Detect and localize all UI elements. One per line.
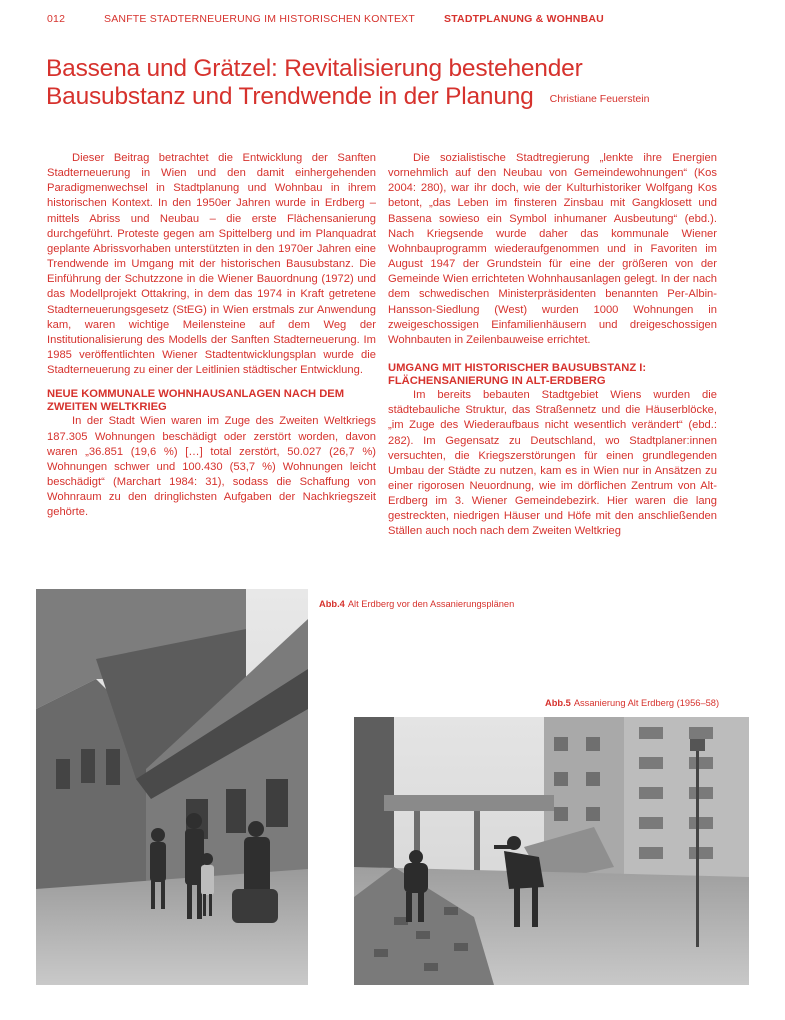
left-column <box>47 151 376 520</box>
photo-street-illustration <box>36 589 308 985</box>
section-heading-1: NEUE KOMMUNALE WOHNHAUSANLAGEN NACH DEM ZWEITEN WELTKRIEG <box>47 388 345 414</box>
body-paragraph-1: Die sozialistische Stadtregierung „lenkte ihre Energien vornehmlich auf den Neubau von Gemeindewohnungen“ (Kos 2004: 280), war ihr doch, wie der Kulturhistoriker Wolfgang Kos betont, „das Leben im finsteren Zinsbau mit Gangklosett und Bassena sowieso ein Symbol inhumaner Ausbeutung“ (ebd.). Nach Kriegsende wurde daher das kommunale Wiener Wohnbauprogramm wiederaufgenommen und in Favoriten im August 1947 der Grundstein für eine der größeren von der Gemeinde Wien errichteten Wohnhausanlagen gelegt. In der nach dem schwedischen Ministerpräsidenten benannten Per-Albin-Hansson-Siedlung (West) wurden 1000 Wohnungen in zweigeschossigen Einfamilienhäusern und dreigeschossigen Wohnbauten in Zeilenbauweise errichtet. <box>388 152 717 346</box>
author-name: Christiane Feuerstein <box>549 93 650 105</box>
photo-assanierung-alt-erdberg <box>354 717 749 985</box>
photo-demolition-illustration <box>354 717 749 985</box>
intro-paragraph: Dieser Beitrag betrachtet die Entwicklung der Sanften Stadterneuerung in Wien und den damit einhergehenden Paradigmenwechsel in Stadtplanung und Wohnbau in ihrem historischen Kontext. In den 1950er Jahren wurde in Erdberg – mittels Abriss und Neubau – die erste Flächensanierung durchgeführt. Proteste gegen am Spittelberg und im Planquadrat geplante Abrissvorhaben unterstützten in den 1970er Jahren eine Trendwende im Umgang mit der historischen Bausubstanz. Die Einführung der Schutzzone in die Wiener Bauordnung (1972) und das Modellprojekt Ottakring, in dem das 1974 in Kraft getretene Stadterneuerungsgesetz (StEG) in Wien erstmals zur Anwendung kam, waren wichtige Meilensteine auf dem Weg der Institutionalisierung des Modells der Sanften Stadterneuerung. Im 1985 veröffentlichten Wiener Stadtentwicklungsplan wurde die Stadterneuerung zu einer der Leitlinien städtischer Entwicklung. <box>47 152 376 377</box>
figure-4-caption <box>319 599 514 609</box>
section-heading-2: UMGANG MIT HISTORISCHER BAUSUBSTANZ I: FLÄCHENSANIERUNG IN ALT-ERDBERG <box>388 362 647 388</box>
figure-5-label: Abb.5 <box>545 698 571 708</box>
right-column <box>388 151 717 540</box>
figure-5-text: Assanierung Alt Erdberg (1956–58) <box>573 698 720 708</box>
body-paragraph-2: Im bereits bebauten Stadtgebiet Wiens wurden die städtebauliche Struktur, das Straßennetz und die Häuserblöcke, „im Zuge des Wiederaufbaus nicht wesentlich verändert“ (ebd.: 282). Im Gegensatz zu Deutschland, wo Stadtplaner:innen versuchten, die Kriegszerstörungen für einen grundlegenden Umbau der Städte zu nutzen, kam es in Wien nur in Ansätzen zu einer rigorosen Neuordnung, wie im dörflichen Zentrum von Alt-Erdberg im 3. Wiener Gemeindebezirk. Hier waren die lang gestreckten, niedrigen Häuser und Höfe mit den anschließenden Ställen auch noch nach dem Zweiten Weltkrieg <box>388 389 717 538</box>
page-number: 012 <box>47 13 66 25</box>
title-line-2: Bausubstanz und Trendwende in der Planung <box>46 83 534 110</box>
photo-alt-erdberg-street <box>36 589 308 985</box>
figure-4-text: Alt Erdberg vor den Assanierungsplänen <box>347 599 515 609</box>
article-title <box>46 55 746 113</box>
running-title: SANFTE STADTERNEUERUNG IM HISTORISCHEN KONTEXT <box>104 13 416 25</box>
body-paragraph: In der Stadt Wien waren im Zuge des Zweiten Weltkriegs 187.305 Wohnungen beschädigt oder zerstört worden, davon waren „36.851 (19,6 %) […] total zerstört, 50.027 (26,7 %) Wohnungen schwer und 100.430 (53,7 %) Wohnungen leicht beschädigt“ (Marchart 1984: 31), sodass die Schaffung von Wohnraum zu den dringlichsten Aufgaben der Nachkriegszeit gehörte. <box>47 415 376 519</box>
title-line-1: Bassena und Grätzel: Revitalisierung bestehender <box>46 55 583 82</box>
figure-5-caption <box>545 698 719 708</box>
figure-4-label: Abb.4 <box>319 599 345 609</box>
section-label: STADTPLANUNG & WOHNBAU <box>444 13 604 25</box>
